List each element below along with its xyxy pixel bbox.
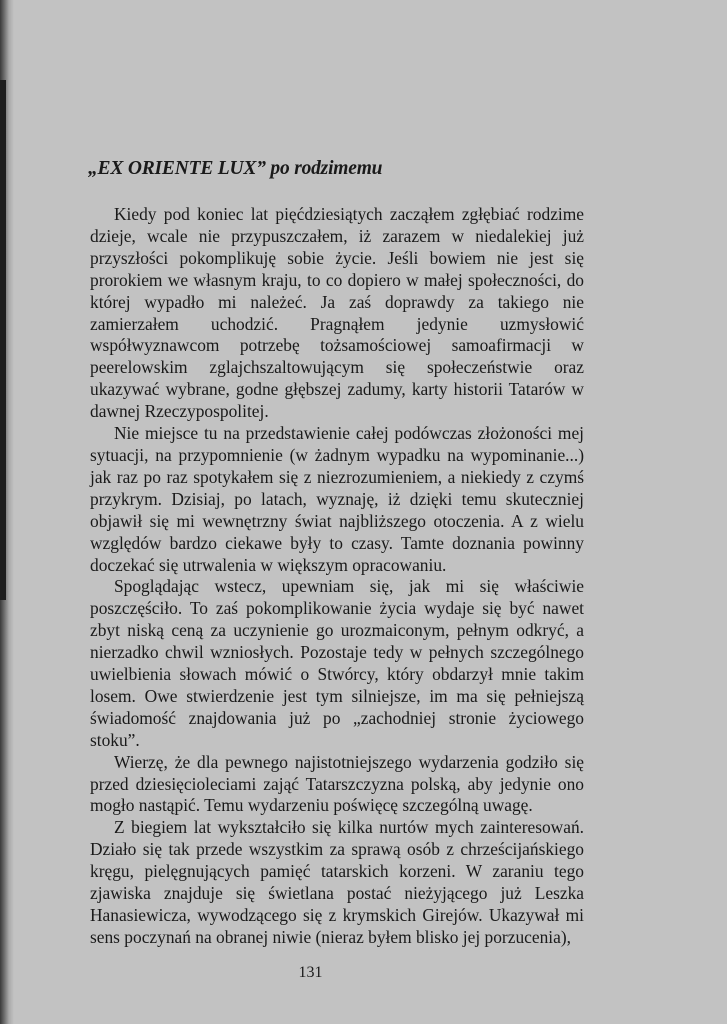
paragraph: Z biegiem lat wykształciło się kilka nurtów mych zainteresowań. Działo się tak przede wszystkim za sprawą osób z chrześcijańskiego kręgu, pielęgnujących pamięć tatarskich korzeni. W zaraniu tego zjawiska znajduje się świetlana postać nieżyjącego już Leszka Hanasiewicza, wywodzącego się z krymskich Girejów. Ukazywał mi sens poczynań na obranej niwie (nieraz byłem blisko jej porzucenia),: [90, 817, 584, 947]
chapter-heading: „EX ORIENTE LUX” po rodzimemu: [88, 158, 383, 179]
paragraph: Spoglądając wstecz, upewniam się, jak mi się właściwie poszczęściło. To zaś pokomplikowanie życia wydaje się być nawet zbyt niską ceną za uczynienie go urozmaiconym, pełnym odkryć, a nierzadko chwil wzniosłych. Pozostaje tedy w pełnych szczególnego uwielbienia słowach mówić o Stwórcy, który obdarzył mnie takim losem. Owe stwierdzenie jest tym silniejsze, im ma się pełniejszą świadomość znajdowania już po „zachodniej stronie życiowego stoku”.: [90, 576, 584, 750]
paragraph: Wierzę, że dla pewnego najistotniejszego wydarzenia godziło się przed dziesięcioleciami zająć Tatarszczyzna polską, aby jedynie ono mogło nastąpić. Temu wydarzeniu poświęcę szczególną uwagę.: [90, 751, 584, 816]
page-number: 131: [298, 964, 323, 981]
body-text: [90, 204, 584, 949]
paragraph: Nie miejsce tu na przedstawienie całej podówczas złożoności mej sytuacji, na przypomnienie (w żadnym wypadku na wypominanie...) jak raz po raz spotykałem się z niezrozumieniem, a niekiedy z czymś przykrym. Dzisiaj, po latach, wyznaję, iż dzięki temu skuteczniej objawił się mi wewnętrzny świat najbliższego otoczenia. A z wielu względów bardzo ciekawe były to czasy. Tamte doznania powinny doczekać się utrwalenia w większym opracowaniu.: [90, 423, 584, 575]
paragraph: Kiedy pod koniec lat pięćdziesiątych zacząłem zgłębiać rodzime dzieje, wcale nie przypuszczałem, iż zarazem w niedalekiej już przyszłości pokomplikuję sobie życie. Jeśli bowiem nie jest się prorokiem we własnym kraju, to co dopiero w małej społeczności, do której wypadło mi należeć. Ja zaś doprawdy za takiego nie zamierzałem uchodzić. Pragnąłem jedynie uzmysłowić współwyznawcom potrzebę tożsamościowej samoafirmacji w peerelowskim zglajchszaltowującym się społeczeństwie oraz ukazywać wybrane, godne głębszej zadumy, karty historii Tatarów w dawnej Rzeczypospolitej.: [90, 204, 584, 422]
